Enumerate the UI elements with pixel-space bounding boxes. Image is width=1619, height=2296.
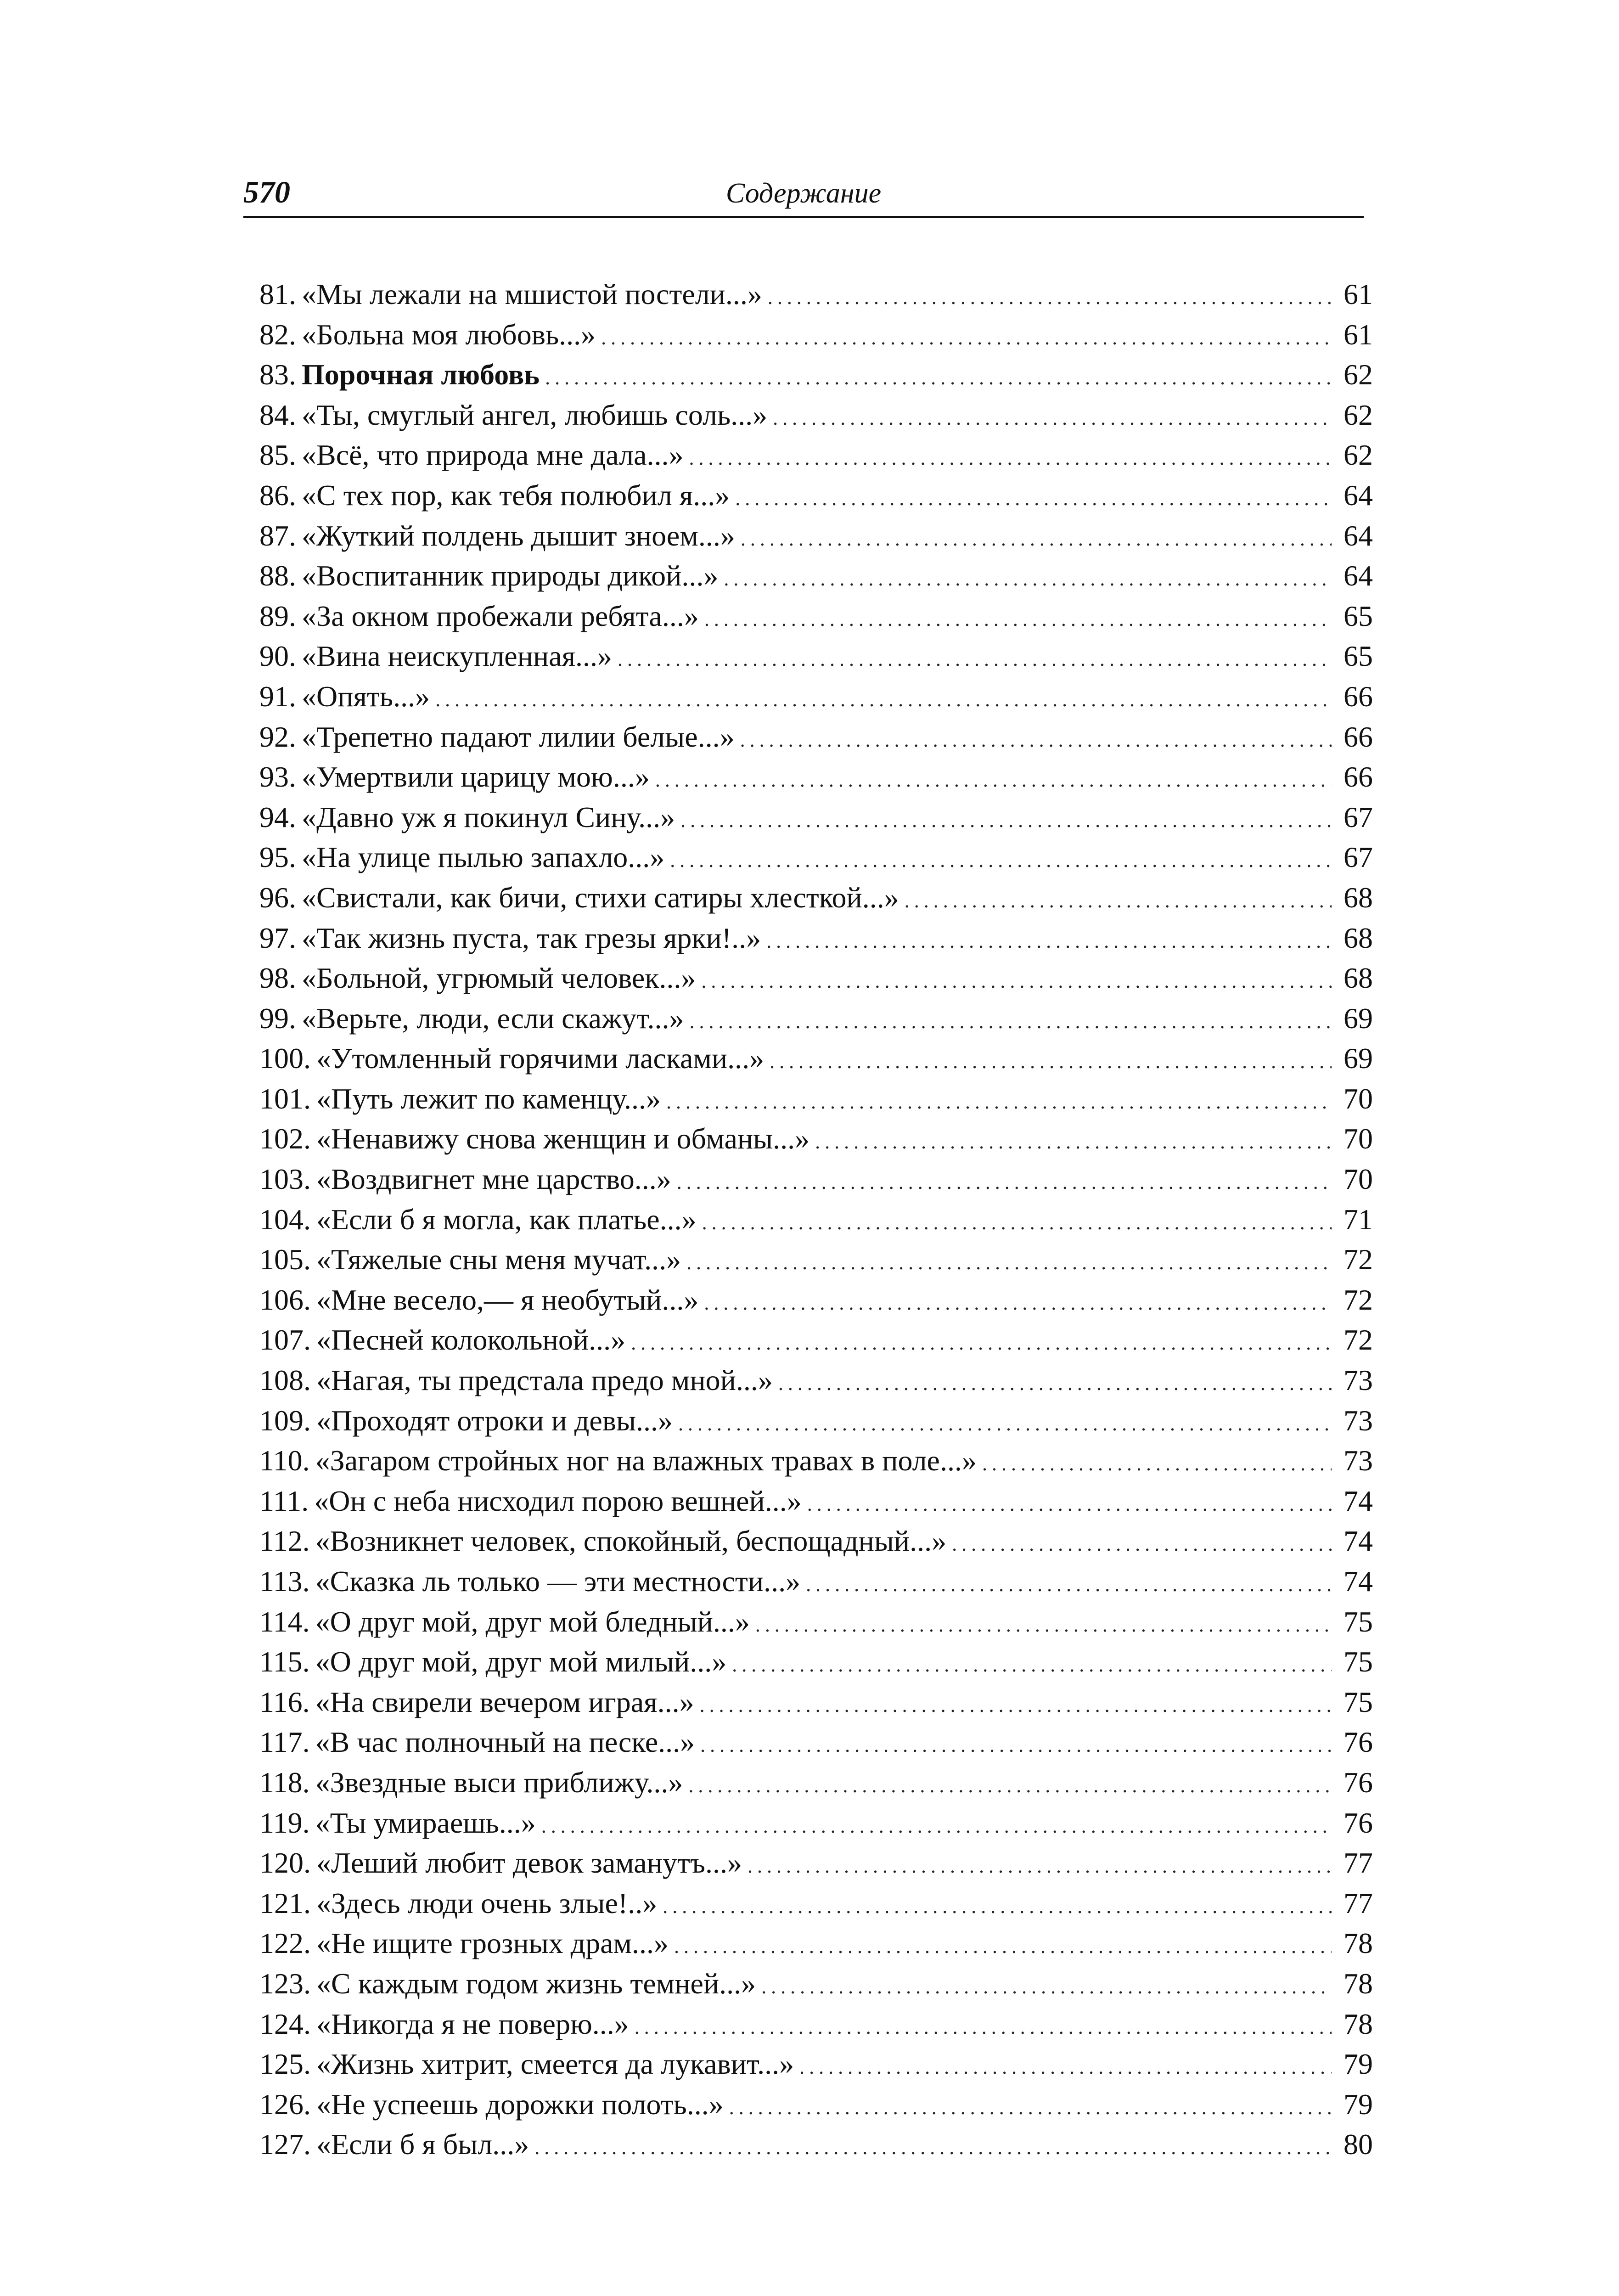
toc-entry	[259, 1320, 1373, 1360]
dot-leader	[732, 1645, 1332, 1685]
toc-entry-title: «Если б я могла, как платье...»	[316, 1203, 697, 1236]
toc-entry-page: 69	[1344, 1042, 1373, 1075]
dot-leader	[677, 1162, 1332, 1203]
dot-leader	[635, 2007, 1332, 2048]
toc-entry	[259, 1521, 1373, 1561]
toc-entry-title: «Леший любит девок заманутъ...»	[316, 1846, 742, 1880]
toc-entry	[259, 878, 1373, 918]
dot-leader	[655, 760, 1332, 800]
dot-leader	[631, 1323, 1332, 1363]
toc-entry-page: 73	[1344, 1364, 1373, 1397]
toc-entry-page: 65	[1344, 599, 1373, 632]
dot-leader	[678, 1404, 1332, 1444]
toc-entry-number: 92.	[259, 720, 296, 753]
toc-entry-number: 84.	[259, 398, 296, 431]
toc-entry-page: 67	[1344, 800, 1373, 833]
dot-leader	[806, 1564, 1332, 1605]
toc-entry-title: «Возникнет человек, спокойный, беспощадный...»	[315, 1525, 947, 1558]
toc-entry-title: «Всё, что природа мне дала...»	[302, 439, 684, 472]
toc-entry-number: 121.	[259, 1886, 311, 1919]
toc-entry-page: 76	[1344, 1726, 1373, 1759]
toc-entry-title: «Проходят отроки и девы...»	[316, 1404, 673, 1437]
toc-entry-title: «О друг мой, друг мой бледный...»	[315, 1605, 750, 1638]
toc-entry-title: «Ты умираешь...»	[315, 1806, 536, 1839]
toc-entry-number: 93.	[259, 760, 296, 793]
toc-entry-number: 110.	[259, 1444, 310, 1477]
toc-entry-title: «На улице пылью запахло...»	[302, 841, 665, 874]
toc-entry-title: «Не успеешь дорожки полоть...»	[316, 2088, 724, 2121]
dot-leader	[778, 1363, 1332, 1404]
page-number: 570	[243, 174, 290, 209]
toc-entry	[259, 757, 1373, 797]
dot-leader	[689, 438, 1332, 478]
toc-entry-title: «Мы лежали на мшистой постели...»	[302, 278, 762, 310]
toc-entry	[259, 1602, 1373, 1642]
toc-entry	[259, 1159, 1373, 1199]
toc-entry-number: 113.	[259, 1565, 310, 1598]
toc-entry-page: 66	[1344, 760, 1373, 793]
toc-entry	[259, 1561, 1373, 1602]
toc-entry-number: 90.	[259, 640, 296, 673]
toc-entry-number: 87.	[259, 519, 296, 552]
toc-entry-number: 111.	[259, 1484, 309, 1517]
dot-leader	[766, 921, 1332, 962]
dot-leader	[815, 1122, 1332, 1162]
toc-entry-number: 83.	[259, 358, 296, 391]
toc-entry	[259, 1441, 1373, 1481]
toc-entry-page: 62	[1344, 398, 1373, 431]
toc-entry-page: 70	[1344, 1122, 1373, 1155]
dot-leader	[735, 478, 1332, 519]
toc-entry-title: «Загаром стройных ног на влажных травах в поле...»	[315, 1444, 977, 1477]
toc-entry-number: 119.	[259, 1806, 310, 1839]
toc-entry	[259, 1401, 1373, 1441]
toc-entry-page: 76	[1344, 1806, 1373, 1839]
dot-leader	[799, 2047, 1332, 2088]
toc-entry-page: 79	[1344, 2088, 1373, 2121]
toc-entry-title: «Утомленный горячими ласками...»	[316, 1042, 765, 1075]
dot-leader	[905, 881, 1332, 921]
toc-entry-number: 114.	[259, 1605, 310, 1638]
dot-leader	[670, 840, 1332, 881]
toc-entry-page: 74	[1344, 1565, 1373, 1598]
toc-entry-number: 85.	[259, 439, 296, 472]
toc-entry-title: «Воздвигнет мне царство...»	[316, 1163, 671, 1196]
dot-leader	[702, 1203, 1332, 1243]
toc-entry-title: «Здесь люди очень злые!..»	[316, 1886, 658, 1919]
toc-entry	[259, 676, 1373, 717]
toc-entry-number: 103.	[259, 1163, 311, 1196]
toc-entry-title: «Жизнь хитрит, смеется да лукавит...»	[316, 2048, 794, 2081]
dot-leader	[807, 1484, 1332, 1525]
dot-leader	[704, 599, 1332, 640]
toc-entry	[259, 1239, 1373, 1280]
toc-entry-page: 75	[1344, 1645, 1373, 1678]
toc-entry-title: «На свирели вечером играя...»	[315, 1685, 694, 1718]
toc-entry	[259, 958, 1373, 998]
toc-entry	[259, 2084, 1373, 2125]
toc-entry	[259, 556, 1373, 596]
toc-entry	[259, 636, 1373, 676]
toc-entry-number: 97.	[259, 921, 296, 954]
dot-leader	[700, 1725, 1332, 1766]
dot-leader	[435, 680, 1332, 720]
toc-entry-title: «Воспитанник природы дикой...»	[302, 559, 719, 592]
toc-entry	[259, 2044, 1373, 2084]
dot-leader	[686, 1243, 1332, 1283]
toc-entry-number: 82.	[259, 318, 296, 351]
toc-entry	[259, 596, 1373, 636]
toc-entry	[259, 1722, 1373, 1762]
toc-entry-title: «О друг мой, друг мой милый...»	[315, 1645, 727, 1678]
toc-entry-page: 62	[1344, 439, 1373, 472]
toc-entry-number: 98.	[259, 962, 296, 995]
toc-entry	[259, 1079, 1373, 1119]
toc-entry	[259, 1682, 1373, 1722]
toc-entry	[259, 918, 1373, 958]
toc-entry-page: 68	[1344, 962, 1373, 995]
toc-entry-page: 72	[1344, 1323, 1373, 1356]
toc-entry-page: 73	[1344, 1444, 1373, 1477]
toc-entry-page: 68	[1344, 921, 1373, 954]
toc-entry-title: «В час полночный на песке...»	[315, 1726, 695, 1759]
toc-entry	[259, 435, 1373, 475]
toc-entry-page: 61	[1344, 318, 1373, 351]
toc-entry	[259, 1923, 1373, 1964]
dot-leader	[688, 1766, 1332, 1806]
toc-entry	[259, 1642, 1373, 1682]
toc-entry-title: «Трепетно падают лилии белые...»	[302, 720, 735, 753]
toc-entry-page: 73	[1344, 1404, 1373, 1437]
toc-entry-number: 104.	[259, 1203, 311, 1236]
toc-entry-page: 64	[1344, 559, 1373, 592]
toc-entry	[259, 797, 1373, 838]
toc-entry-page: 68	[1344, 881, 1373, 914]
running-title: Содержание	[725, 178, 882, 209]
toc-entry-title: «Ненавижу снова женщин и обманы...»	[316, 1122, 810, 1155]
dot-leader	[952, 1524, 1332, 1564]
toc-entry-number: 102.	[259, 1122, 311, 1155]
toc-entry-page: 62	[1344, 358, 1373, 391]
dot-leader	[768, 277, 1332, 318]
toc-entry-title: «Тяжелые сны меня мучат...»	[316, 1243, 681, 1276]
dot-leader	[534, 2127, 1332, 2168]
toc-entry-page: 75	[1344, 1605, 1373, 1638]
dot-leader	[982, 1444, 1332, 1484]
toc-entry-page: 78	[1344, 2007, 1373, 2040]
page-header	[243, 152, 1364, 218]
toc-entry	[259, 274, 1373, 315]
dot-leader	[618, 639, 1332, 680]
toc-entry-title: «Умертвили царицу мою...»	[302, 760, 650, 793]
toc-entry	[259, 1883, 1373, 1924]
toc-entry	[259, 1360, 1373, 1401]
dot-leader	[689, 1002, 1332, 1042]
toc-entry-number: 118.	[259, 1766, 310, 1799]
toc-entry-title: «Путь лежит по каменцу...»	[316, 1082, 661, 1115]
toc-entry	[259, 2124, 1373, 2165]
toc-entry-page: 78	[1344, 1927, 1373, 1960]
toc-entry-number: 112.	[259, 1525, 310, 1558]
toc-entry-title: «Если б я был...»	[316, 2128, 529, 2161]
toc-entry	[259, 1803, 1373, 1843]
toc-entry-title: «Жуткий полдень дышит зноем...»	[302, 519, 735, 552]
toc-entry-title: «Ты, смуглый ангел, любишь соль...»	[302, 398, 768, 431]
toc-entry-page: 74	[1344, 1525, 1373, 1558]
toc-entry-number: 96.	[259, 881, 296, 914]
toc-entry-title: «Так жизнь пуста, так грезы ярки!..»	[302, 921, 761, 954]
toc-entry-number: 88.	[259, 559, 296, 592]
toc-entry-page: 75	[1344, 1685, 1373, 1718]
toc-entry-page: 69	[1344, 1002, 1373, 1035]
dot-leader	[663, 1886, 1332, 1927]
toc-entry-page: 66	[1344, 720, 1373, 753]
toc-entry-number: 105.	[259, 1243, 311, 1276]
toc-entry-page: 72	[1344, 1243, 1373, 1276]
toc-entry-number: 120.	[259, 1846, 311, 1880]
toc-entry-number: 95.	[259, 841, 296, 874]
toc-entry-number: 106.	[259, 1283, 311, 1316]
toc-entry-number: 109.	[259, 1404, 311, 1437]
dot-leader	[724, 559, 1332, 599]
toc-entry-number: 126.	[259, 2088, 311, 2121]
toc-entry	[259, 998, 1373, 1039]
toc-entry	[259, 1119, 1373, 1159]
toc-entry	[259, 395, 1373, 435]
dot-leader	[541, 1806, 1332, 1846]
toc-entry	[259, 475, 1373, 516]
dot-leader	[674, 1926, 1332, 1967]
toc-entry-title: «С каждым годом жизнь темней...»	[316, 1967, 756, 2000]
dot-leader	[770, 1041, 1332, 1082]
toc-entry-page: 77	[1344, 1846, 1373, 1880]
toc-entry-page: 64	[1344, 519, 1373, 552]
dot-leader	[545, 358, 1332, 398]
toc-entry-number: 100.	[259, 1042, 311, 1075]
dot-leader	[680, 800, 1332, 841]
toc-entry	[259, 516, 1373, 556]
toc-entry	[259, 2004, 1373, 2044]
toc-entry-number: 117.	[259, 1726, 310, 1759]
dot-leader	[740, 720, 1332, 760]
toc-entry-number: 89.	[259, 599, 296, 632]
toc-entry-page: 71	[1344, 1203, 1373, 1236]
dot-leader	[700, 1685, 1332, 1726]
toc-entry-title: «Больна моя любовь...»	[302, 318, 596, 351]
toc-entry-number: 123.	[259, 1967, 311, 2000]
toc-entry-page: 80	[1344, 2128, 1373, 2161]
toc-entry-number: 115.	[259, 1645, 310, 1678]
toc-entry-title: «Свистали, как бичи, стихи сатиры хлесткой...»	[302, 881, 899, 914]
toc-entry	[259, 837, 1373, 878]
toc-entry	[259, 1199, 1373, 1240]
toc-entry-page: 65	[1344, 640, 1373, 673]
table-of-contents	[259, 274, 1373, 2165]
dot-leader	[741, 519, 1332, 559]
toc-entry	[259, 1964, 1373, 2004]
toc-entry-number: 124.	[259, 2007, 311, 2040]
toc-entry	[259, 355, 1373, 395]
toc-entry	[259, 315, 1373, 355]
toc-entry-page: 77	[1344, 1886, 1373, 1919]
toc-entry	[259, 717, 1373, 757]
dot-leader	[729, 2088, 1332, 2128]
toc-entry-title: «Больной, угрюмый человек...»	[302, 962, 696, 995]
toc-entry-page: 61	[1344, 278, 1373, 310]
toc-entry-number: 99.	[259, 1002, 296, 1035]
toc-entry-page: 64	[1344, 478, 1373, 512]
toc-entry-number: 116.	[259, 1685, 310, 1718]
dot-leader	[601, 318, 1332, 358]
toc-entry-title: «Давно уж я покинул Сину...»	[302, 800, 675, 833]
toc-entry-page: 76	[1344, 1766, 1373, 1799]
toc-entry-number: 91.	[259, 680, 296, 713]
toc-entry-title: «Верьте, люди, если скажут...»	[302, 1002, 684, 1035]
dot-leader	[666, 1082, 1332, 1122]
toc-entry-title: «Песней колокольной...»	[316, 1323, 626, 1356]
toc-entry-page: 67	[1344, 841, 1373, 874]
toc-entry-page: 74	[1344, 1484, 1373, 1517]
toc-entry	[259, 1762, 1373, 1803]
toc-entry-page: 72	[1344, 1283, 1373, 1316]
toc-entry-title: «Вина неискупленная...»	[302, 640, 613, 673]
toc-entry-title: «Он с неба нисходил порою вешней...»	[314, 1484, 802, 1517]
toc-entry-title: «Нагая, ты предстала предо мной...»	[316, 1364, 773, 1397]
toc-entry-title: Порочная любовь	[302, 358, 540, 391]
toc-entry-number: 108.	[259, 1364, 311, 1397]
toc-entry-title: «С тех пор, как тебя полюбил я...»	[302, 478, 730, 512]
toc-entry-number: 86.	[259, 478, 296, 512]
toc-entry	[259, 1038, 1373, 1079]
toc-entry-title: «Никогда я не поверю...»	[316, 2007, 629, 2040]
toc-entry-number: 125.	[259, 2048, 311, 2081]
toc-entry-title: «За окном пробежали ребята...»	[302, 599, 699, 632]
toc-entry-page: 79	[1344, 2048, 1373, 2081]
toc-entry-title: «Не ищите грозных драм...»	[316, 1927, 669, 1960]
dot-leader	[773, 398, 1332, 439]
toc-entry-number: 81.	[259, 278, 296, 310]
dot-leader	[701, 961, 1332, 1002]
toc-entry-page: 70	[1344, 1163, 1373, 1196]
toc-entry-title: «Мне весело,— я необутый...»	[316, 1283, 699, 1316]
toc-entry-page: 70	[1344, 1082, 1373, 1115]
toc-entry-title: «Опять...»	[302, 680, 430, 713]
toc-entry-number: 94.	[259, 800, 296, 833]
toc-entry-number: 127.	[259, 2128, 311, 2161]
dot-leader	[755, 1605, 1332, 1645]
toc-entry-number: 107.	[259, 1323, 311, 1356]
toc-entry	[259, 1843, 1373, 1883]
dot-leader	[704, 1283, 1332, 1323]
toc-entry-page: 78	[1344, 1967, 1373, 2000]
toc-entry-number: 122.	[259, 1927, 311, 1960]
dot-leader	[748, 1846, 1332, 1886]
toc-entry-title: «Сказка ль только — эти местности...»	[315, 1565, 801, 1598]
toc-entry	[259, 1481, 1373, 1521]
toc-entry	[259, 1280, 1373, 1320]
dot-leader	[761, 1967, 1332, 2007]
toc-entry-number: 101.	[259, 1082, 311, 1115]
toc-entry-title: «Звездные выси приближу...»	[315, 1766, 683, 1799]
toc-entry-page: 66	[1344, 680, 1373, 713]
